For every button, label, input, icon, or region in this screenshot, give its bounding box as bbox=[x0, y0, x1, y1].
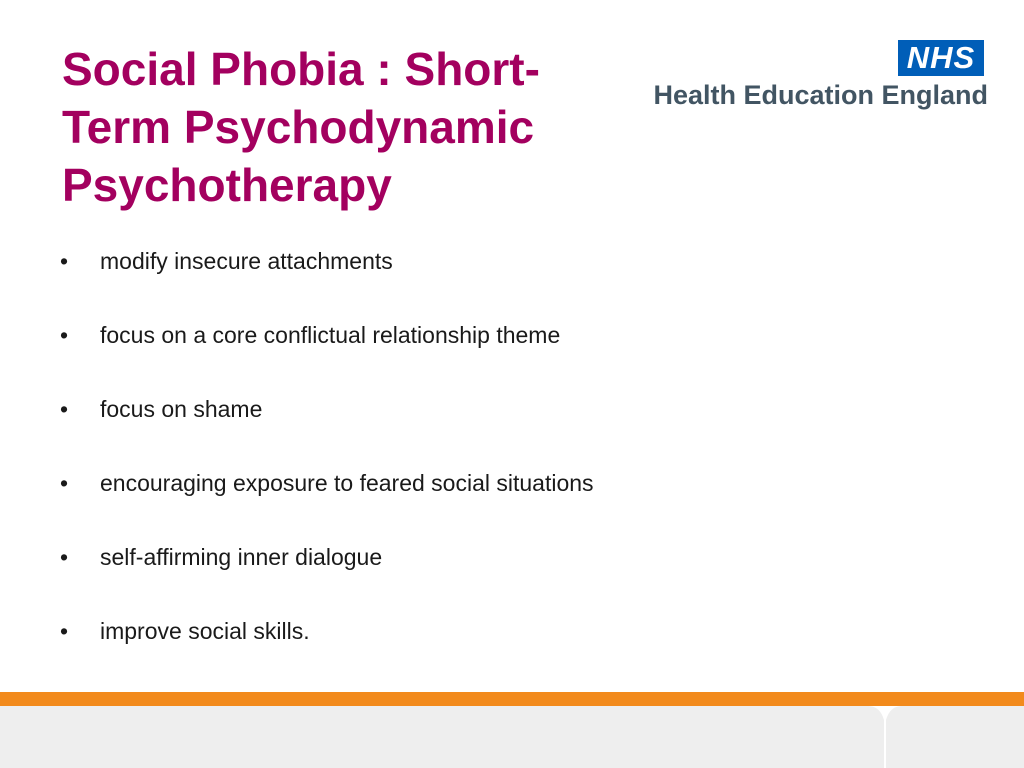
bullet-icon: • bbox=[60, 618, 69, 644]
footer-grey-panel-left bbox=[0, 706, 884, 768]
footer-orange-stripe bbox=[0, 692, 1024, 706]
footer-grey-panel-right bbox=[886, 706, 1024, 768]
bullet-text: focus on shame bbox=[100, 396, 263, 422]
bullet-icon: • bbox=[60, 544, 69, 570]
bullet-text: modify insecure attachments bbox=[100, 248, 393, 274]
slide-title bbox=[62, 40, 622, 214]
slide-title-line: Psychotherapy bbox=[62, 159, 392, 211]
bullet-icon: • bbox=[60, 322, 69, 348]
slide-title-line: Term Psychodynamic bbox=[62, 101, 535, 153]
bullet-text: encouraging exposure to feared social situations bbox=[100, 470, 594, 496]
bullet-icon: • bbox=[60, 396, 69, 422]
nhs-logo-badge: NHS bbox=[898, 40, 984, 76]
bullet-text: improve social skills. bbox=[100, 618, 310, 644]
slide-title-line: Social Phobia : Short- bbox=[62, 43, 540, 95]
bullet-icon: • bbox=[60, 470, 69, 496]
bullet-text: self-affirming inner dialogue bbox=[100, 544, 383, 570]
nhs-hee-logo bbox=[638, 40, 988, 112]
bullet-icon: • bbox=[60, 248, 69, 274]
logo-organisation-name: Health Education England bbox=[653, 80, 988, 110]
bullet-text: focus on a core conflictual relationship theme bbox=[100, 322, 561, 348]
footer-band bbox=[0, 692, 1024, 768]
